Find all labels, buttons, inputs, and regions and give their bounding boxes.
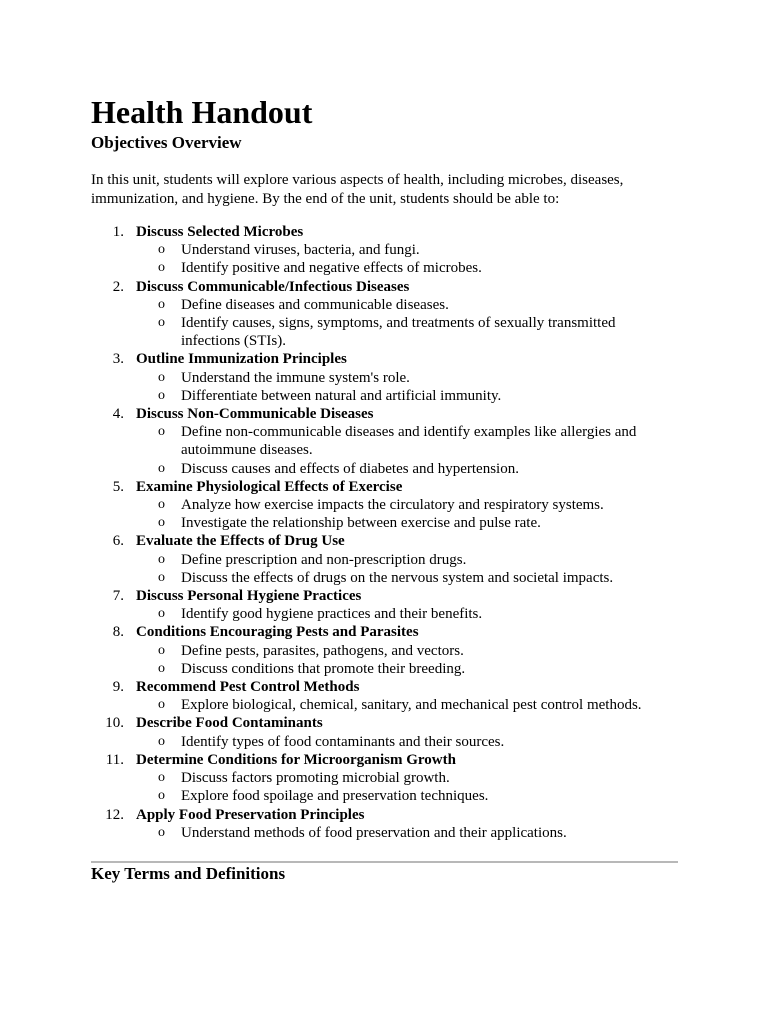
objective-subitem xyxy=(136,696,678,714)
circle-bullet-icon: o xyxy=(158,569,165,585)
objective-subitem xyxy=(136,387,678,405)
objective-subitem-text: Identify good hygiene practices and their benefits. xyxy=(181,606,483,623)
objective-item xyxy=(91,587,678,623)
objective-sublist xyxy=(136,241,678,277)
objective-subitem xyxy=(136,496,678,514)
objective-item xyxy=(91,806,678,842)
objective-subitem-text: Discuss causes and effects of diabetes and hypertension. xyxy=(181,460,519,477)
objective-number: 9. xyxy=(112,679,124,696)
objective-subitem-text: Define non-communicable diseases and identify examples like allergies and autoimmune diseases. xyxy=(181,424,637,459)
objective-number: 11. xyxy=(105,751,124,768)
circle-bullet-icon: o xyxy=(158,260,165,276)
objective-number: 12. xyxy=(105,806,124,823)
objective-sublist xyxy=(136,769,678,805)
objective-subitem-text: Investigate the relationship between exercise and pulse rate. xyxy=(181,515,541,532)
objective-subitem-text: Analyze how exercise impacts the circulatory and respiratory systems. xyxy=(181,497,604,514)
objective-number: 4. xyxy=(112,406,124,423)
objective-subitem-text: Understand viruses, bacteria, and fungi. xyxy=(181,242,420,259)
objective-subitem xyxy=(136,642,678,660)
objective-item xyxy=(91,751,678,806)
circle-bullet-icon: o xyxy=(158,515,165,531)
objective-subitem xyxy=(136,296,678,314)
objective-subitem-text: Identify types of food contaminants and their sources. xyxy=(181,733,505,750)
objective-subitem xyxy=(136,241,678,259)
objective-sublist xyxy=(136,733,678,751)
objective-subitem-text: Discuss the effects of drugs on the nervous system and societal impacts. xyxy=(181,569,614,586)
objective-subitem-text: Define diseases and communicable diseases. xyxy=(181,296,449,313)
circle-bullet-icon: o xyxy=(158,733,165,749)
objective-number: 2. xyxy=(112,278,124,295)
circle-bullet-icon: o xyxy=(158,315,165,331)
objective-subitem xyxy=(136,824,678,842)
objectives-heading: Objectives Overview xyxy=(91,133,242,152)
objective-sublist xyxy=(136,605,678,623)
objective-subitem-text: Understand the immune system's role. xyxy=(181,369,410,386)
objective-title: Determine Conditions for Microorganism Growth xyxy=(136,751,456,768)
objective-subitem-text: Explore biological, chemical, sanitary, and mechanical pest control methods. xyxy=(181,697,642,714)
key-terms-heading: Key Terms and Definitions xyxy=(91,863,286,883)
objective-subitem xyxy=(136,769,678,787)
page-title: Health Handout xyxy=(91,94,313,130)
objective-title: Recommend Pest Control Methods xyxy=(136,679,360,696)
objective-title: Apply Food Preservation Principles xyxy=(136,806,365,823)
objective-subitem-text: Identify positive and negative effects of microbes. xyxy=(181,260,482,277)
objective-item xyxy=(91,223,678,278)
circle-bullet-icon: o xyxy=(158,642,165,658)
circle-bullet-icon: o xyxy=(158,369,165,385)
objective-title: Discuss Personal Hygiene Practices xyxy=(136,588,362,605)
objective-subitem xyxy=(136,423,678,459)
objective-sublist xyxy=(136,423,678,478)
circle-bullet-icon: o xyxy=(158,697,165,713)
objective-subitem xyxy=(136,460,678,478)
circle-bullet-icon: o xyxy=(158,660,165,676)
circle-bullet-icon: o xyxy=(158,460,165,476)
circle-bullet-icon: o xyxy=(158,824,165,840)
objective-subitem-text: Differentiate between natural and artificial immunity. xyxy=(181,387,502,404)
objective-sublist xyxy=(136,642,678,678)
objective-number: 7. xyxy=(112,588,124,605)
objective-title: Discuss Selected Microbes xyxy=(136,224,304,240)
objective-item xyxy=(91,623,678,678)
objective-subitem xyxy=(136,259,678,277)
circle-bullet-icon: o xyxy=(158,551,165,567)
objective-subitem-text: Define pests, parasites, pathogens, and vectors. xyxy=(181,642,464,659)
objective-subitem xyxy=(136,787,678,805)
objective-sublist xyxy=(136,296,678,351)
objective-subitem-text: Understand methods of food preservation and their applications. xyxy=(181,824,567,841)
objective-title: Examine Physiological Effects of Exercise xyxy=(136,478,403,495)
objective-title: Describe Food Contaminants xyxy=(136,715,323,732)
objective-sublist xyxy=(136,496,678,532)
objective-subitem xyxy=(136,605,678,623)
objective-subitem-text: Identify causes, signs, symptoms, and treatments of sexually transmitted infections (STIs). xyxy=(181,315,616,350)
objective-number: 6. xyxy=(112,533,124,550)
objective-item xyxy=(91,278,678,351)
objective-number: 1. xyxy=(112,224,124,240)
circle-bullet-icon: o xyxy=(158,424,165,440)
objective-title: Outline Immunization Principles xyxy=(136,351,347,368)
objective-item xyxy=(91,350,678,405)
objective-subitem xyxy=(136,369,678,387)
objective-sublist xyxy=(136,551,678,587)
objective-subitem-text: Discuss factors promoting microbial growth. xyxy=(181,770,450,787)
objective-number: 10. xyxy=(105,715,124,732)
intro-paragraph: In this unit, students will explore various aspects of health, including microbes, diseases, immunization, and hygiene. By the end of the unit, students should be able to: xyxy=(91,172,624,207)
objective-subitem xyxy=(136,660,678,678)
circle-bullet-icon: o xyxy=(158,770,165,786)
objective-item xyxy=(91,532,678,587)
objective-title: Evaluate the Effects of Drug Use xyxy=(136,533,345,550)
objective-sublist xyxy=(136,369,678,405)
objective-item xyxy=(91,405,678,478)
circle-bullet-icon: o xyxy=(158,387,165,403)
objective-subitem-text: Explore food spoilage and preservation techniques. xyxy=(181,788,489,805)
objective-number: 8. xyxy=(112,624,124,641)
objective-number: 5. xyxy=(112,478,124,495)
objective-title: Discuss Non-Communicable Diseases xyxy=(136,406,374,423)
objective-subitem-text: Define prescription and non-prescription drugs. xyxy=(181,551,467,568)
objective-sublist xyxy=(136,696,678,714)
objective-title: Conditions Encouraging Pests and Parasites xyxy=(136,624,419,641)
circle-bullet-icon: o xyxy=(158,788,165,804)
objective-item xyxy=(91,478,678,533)
objective-subitem xyxy=(136,514,678,532)
circle-bullet-icon: o xyxy=(158,606,165,622)
objective-subitem xyxy=(136,569,678,587)
objective-subitem xyxy=(136,551,678,569)
objective-item xyxy=(91,714,678,750)
objective-subitem xyxy=(136,314,678,350)
circle-bullet-icon: o xyxy=(158,497,165,513)
objective-title: Discuss Communicable/Infectious Diseases xyxy=(136,278,410,295)
circle-bullet-icon: o xyxy=(158,296,165,312)
objective-subitem-text: Discuss conditions that promote their breeding. xyxy=(181,660,466,677)
objectives-list xyxy=(91,223,678,842)
objective-item xyxy=(91,678,678,714)
circle-bullet-icon: o xyxy=(158,242,165,258)
objective-sublist xyxy=(136,824,678,842)
objective-subitem xyxy=(136,733,678,751)
objective-number: 3. xyxy=(112,351,124,368)
